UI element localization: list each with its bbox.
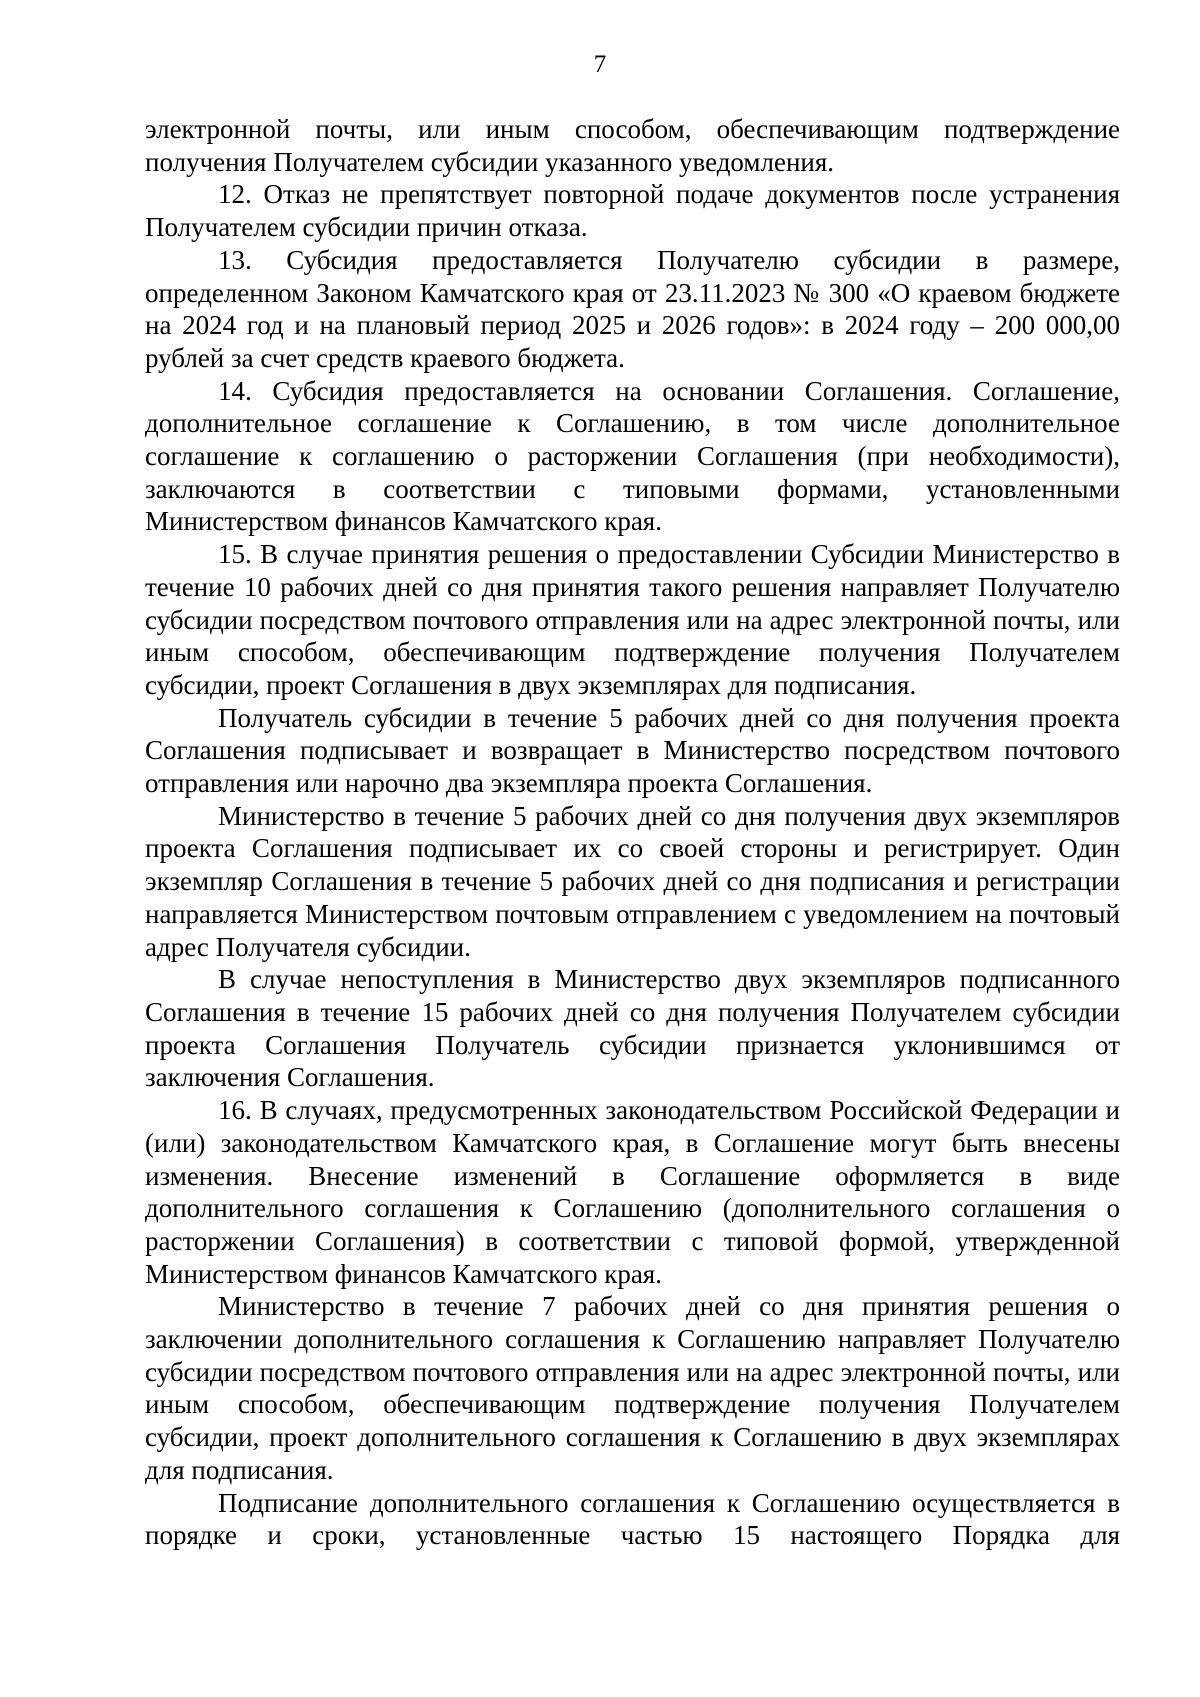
- paragraph-continuation: электронной почты, или иным способом, обеспечивающим подтверждение получения Получателем субсидии указанного уведомления.: [145, 114, 1120, 177]
- paragraph-15-nonreceipt: В случае непоступления в Министерство двух экземпляров подписанного Соглашения в течение 15 рабочих дней со дня получения Получателем субсидии проекта Соглашения Получатель субсидии признается уклонившимся от заключения Соглашения.: [145, 964, 1120, 1093]
- paragraph-16: 16. В случаях, предусмотренных законодательством Российской Федерации и (или) законодательством Камчатского края, в Соглашение могут быть внесены изменения. Внесение изменений в Соглашение оформляется в виде дополнительного соглашения к Соглашению (дополнительного соглашения о расторжении Соглашения) в соответствии с типовой формой, утвержденной Министерством финансов Камчатского края.: [145, 1095, 1120, 1289]
- paragraph-15-recipient: Получатель субсидии в течение 5 рабочих дней со дня получения проекта Соглашения подписывает и возвращает в Министерство посредством почтового отправления или нарочно два экземпляра проекта Соглашения.: [145, 702, 1120, 799]
- paragraph-13: 13. Субсидия предоставляется Получателю субсидии в размере, определенном Законом Камчатского края от 23.11.2023 № 300 «О краевом бюджете на 2024 год и на плановый период 2025 и 2026 годов»: в 2024 году – 200 000,00 рублей за счет средств краевого бюджета.: [145, 244, 1120, 373]
- paragraph-16-signing: Подписание дополнительного соглашения к Соглашению осуществляется в порядке и сроки, установленные частью 15 настоящего Порядка для: [145, 1487, 1120, 1551]
- paragraph-16-ministry: Министерство в течение 7 рабочих дней со дня принятия решения о заключении дополнительного соглашения к Соглашению направляет Получателю субсидии посредством почтового отправления или на адрес электронной почты, или иным способом, обеспечивающим подтверждение получения Получателем субсидии, проект дополнительного соглашения к Соглашению в двух экземплярах для подписания.: [145, 1291, 1120, 1485]
- paragraph-12: 12. Отказ не препятствует повторной подаче документов после устранения Получателем субсидии причин отказа.: [145, 179, 1120, 243]
- paragraph-15: 15. В случае принятия решения о предоставлении Субсидии Министерство в течение 10 рабочих дней со дня принятия такого решения направляет Получателю субсидии посредством почтового отправления или на адрес электронной почты, или иным способом, обеспечивающим подтверждение получения Получателем субсидии, проект Соглашения в двух экземплярах для подписания.: [145, 539, 1120, 700]
- paragraph-14: 14. Субсидия предоставляется на основании Соглашения. Соглашение, дополнительное соглашение к Соглашению, в том числе дополнительное соглашение к соглашению о расторжении Соглашения (при необходимости), заключаются в соответствии с типовыми формами, установленными Министерством финансов Камчатского края.: [145, 375, 1120, 537]
- paragraph-15-ministry: Министерство в течение 5 рабочих дней со дня получения двух экземпляров проекта Соглашения подписывает их со своей стороны и регистрирует. Один экземпляр Соглашения в течение 5 рабочих дней со дня подписания и регистрации направляется Министерством почтовым отправлением с уведомлением на почтовый адрес Получателя субсидии.: [145, 800, 1120, 962]
- page-number: 7: [593, 51, 607, 78]
- document-body: [145, 113, 1120, 1552]
